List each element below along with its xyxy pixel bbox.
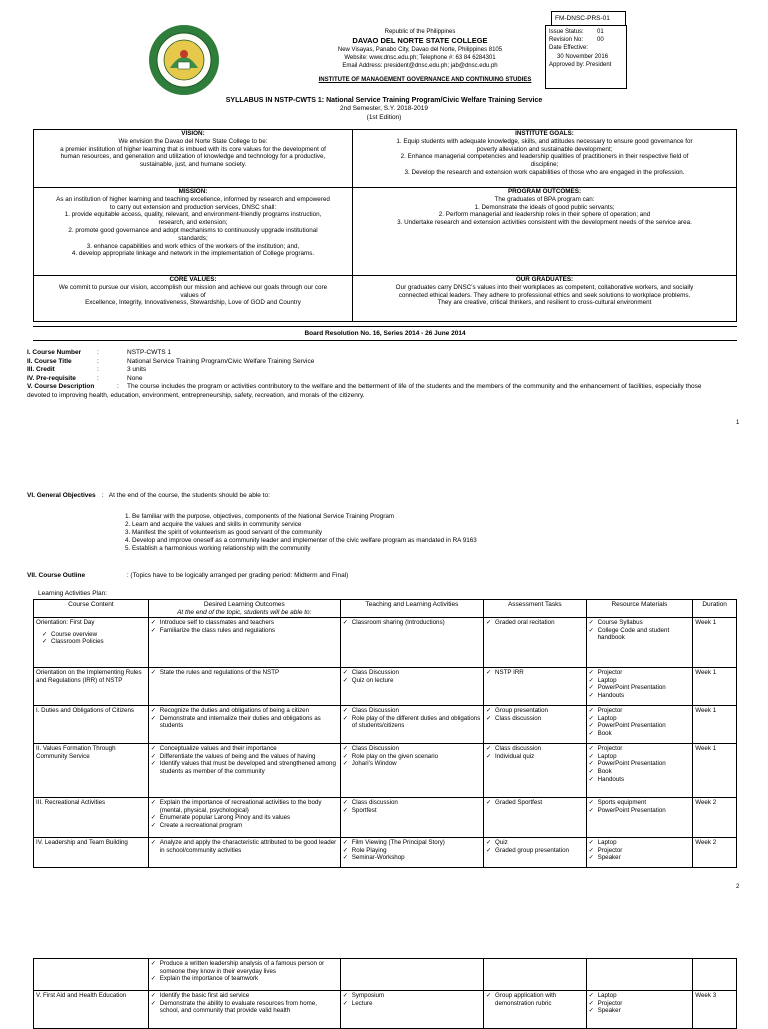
colon: : bbox=[97, 349, 99, 356]
board-resolution: Board Resolution No. 16, Series 2014 - 26 June 2014 bbox=[33, 326, 737, 337]
teaching-activity-item: ✓ Symposium bbox=[343, 992, 481, 1000]
vision-text: sustainable, just, and humane society. bbox=[139, 161, 247, 169]
learning-outcome-list bbox=[151, 960, 338, 983]
syllabus-title-block bbox=[100, 96, 668, 122]
teaching-activity-item: ✓ Seminar-Workshop bbox=[343, 854, 481, 862]
course-outline bbox=[27, 572, 747, 579]
resource-material-list bbox=[589, 992, 691, 1015]
cell-course-content bbox=[34, 744, 149, 798]
mission-heading: MISSION: bbox=[178, 188, 208, 195]
resource-material-item: ✓ Speaker bbox=[589, 1007, 691, 1015]
teaching-activity-item: ✓ Class discussion bbox=[343, 799, 481, 807]
college-name: DAVAO DEL NORTE STATE COLLEGE bbox=[352, 36, 488, 45]
resource-material-list bbox=[589, 619, 691, 642]
resource-material-item: ✓ Projector bbox=[589, 847, 691, 855]
teaching-activity-list bbox=[343, 619, 481, 627]
cell-assessment-task bbox=[484, 618, 587, 668]
core-values-cell bbox=[34, 276, 353, 322]
mission-cell bbox=[34, 188, 353, 276]
resource-material-item: ✓ Laptop bbox=[589, 753, 691, 761]
cell-course-content bbox=[34, 706, 149, 744]
program-outcomes-heading: PROGRAM OUTCOMES: bbox=[507, 188, 582, 195]
cell-learning-outcome bbox=[148, 838, 340, 868]
cell-resource-material bbox=[586, 618, 693, 668]
mission-item: research, and extension; bbox=[158, 219, 228, 227]
cell-duration: Week 1 bbox=[693, 744, 737, 798]
teaching-activity-list bbox=[343, 669, 481, 684]
goal-text: 1. Equip students with adequate knowledge, skills, and attitudes necessary to ensure good governance for bbox=[396, 137, 693, 145]
issue-status-label: Issue Status: bbox=[549, 29, 584, 35]
issue-status-value: 01 bbox=[597, 29, 604, 35]
assessment-task-list bbox=[486, 707, 584, 722]
syllabus-title: SYLLABUS IN NSTP-CWTS 1: National Service Training Program/Civic Welfare Training Service bbox=[225, 97, 543, 104]
teaching-activity-item: ✓ Sportfest bbox=[343, 807, 481, 815]
course-content-title: I. Duties and Obligations of Citizens bbox=[36, 707, 135, 715]
col-header-assessment: Assessment Tasks bbox=[484, 600, 587, 618]
college-header bbox=[270, 28, 570, 70]
assessment-task-list bbox=[486, 992, 584, 1007]
core-values-text: values of bbox=[180, 291, 206, 299]
course-content-sub-item: ✓ Course overview bbox=[42, 631, 146, 639]
cell-learning-outcome bbox=[148, 959, 340, 991]
cell-teaching-activity bbox=[340, 706, 483, 744]
teaching-activity-item: ✓ Role Playing bbox=[343, 847, 481, 855]
mission-item: standards; bbox=[178, 234, 208, 242]
learning-outcome-item: ✓ Identify values that must be developed and strengthened among students as member of the community bbox=[151, 760, 338, 775]
resource-material-list bbox=[589, 745, 691, 783]
learning-outcome-list bbox=[151, 839, 338, 854]
mission-item: 4. develop appropriate linkage and network in the implementation of College programs. bbox=[71, 250, 315, 258]
cell-teaching-activity bbox=[340, 618, 483, 668]
divider bbox=[33, 340, 737, 341]
cell-learning-outcome bbox=[148, 991, 340, 1029]
cell-assessment-task bbox=[484, 991, 587, 1029]
prerequisite-label: IV. Pre-requisite bbox=[27, 374, 76, 382]
cell-teaching-activity bbox=[340, 798, 483, 838]
learning-outcome-item: ✓ Identify the basic first aid service bbox=[151, 992, 338, 1000]
learning-outcome-item: ✓ Familiarize the class rules and regulations bbox=[151, 627, 338, 635]
mission-text: to carry out extension and production services, DNSC shall: bbox=[109, 203, 277, 211]
vision-heading: VISION: bbox=[181, 130, 205, 137]
learning-outcome-item: ✓ Conceptualize values and their importance bbox=[151, 745, 338, 753]
general-objectives bbox=[27, 492, 747, 501]
cell-duration: Week 1 bbox=[693, 668, 737, 706]
resource-material-list bbox=[589, 707, 691, 737]
assessment-task-list bbox=[486, 799, 584, 807]
cell-course-content bbox=[34, 838, 149, 868]
core-values-text: Excellence, Integrity, Innovativeness, Stewardship, Love of GOD and Country bbox=[85, 299, 301, 307]
teaching-activity-item: ✓ Class Discussion bbox=[343, 745, 481, 753]
goal-text: discipline; bbox=[530, 161, 559, 169]
cell-learning-outcome bbox=[148, 668, 340, 706]
mission-text: As an institution of higher learning and teaching excellence, informed by research and empowered bbox=[56, 195, 330, 203]
colon: : bbox=[117, 383, 119, 390]
col-header-activities: Teaching and Learning Activities bbox=[340, 600, 483, 618]
resource-material-item: ✓ Projector bbox=[589, 669, 691, 677]
program-outcome-item: 1. Demonstrate the ideals of good public servants; bbox=[474, 203, 615, 211]
learning-outcome-item: ✓ Demonstrate the ability to evaluate resources from home, school, and community that provide valid health bbox=[151, 1000, 338, 1015]
graduates-heading: OUR GRADUATES: bbox=[515, 276, 574, 283]
course-number-value: NSTP-CWTS 1 bbox=[127, 349, 172, 356]
general-objectives-label: VI. General Objectives bbox=[27, 492, 96, 499]
graduates-text: Our graduates carry DNSC's values into their workplaces as competent, collaborative workers, and socially bbox=[395, 283, 694, 291]
learning-activities-table bbox=[33, 599, 737, 868]
resource-material-item: ✓ Laptop bbox=[589, 677, 691, 685]
resource-material-list bbox=[589, 799, 691, 814]
teaching-activity-list bbox=[343, 839, 481, 862]
course-description-label: V. Course Description bbox=[27, 383, 95, 390]
teaching-activity-item: ✓ Role play on the given scenario bbox=[343, 753, 481, 761]
teaching-activity-list bbox=[343, 745, 481, 768]
learning-outcome-list bbox=[151, 707, 338, 730]
cell-resource-material bbox=[586, 798, 693, 838]
assessment-task-item: ✓ NSTP IRR bbox=[486, 669, 584, 677]
goal-text: 2. Enhance managerial competencies and leadership qualities of practitioners in their respective field of bbox=[400, 153, 689, 161]
resource-material-list bbox=[589, 839, 691, 862]
cell-course-content bbox=[34, 618, 149, 668]
cell-resource-material bbox=[586, 991, 693, 1029]
graduates-text: connected ethical leaders. They adhere to professional ethics and seek solutions to workplace problems. bbox=[398, 291, 691, 299]
colon: : bbox=[97, 366, 99, 373]
col-header-text: Desired Learning Outcomes bbox=[203, 601, 285, 608]
learning-outcome-list bbox=[151, 669, 338, 677]
teaching-activity-list bbox=[343, 707, 481, 730]
cell-duration: Week 2 bbox=[693, 838, 737, 868]
resource-material-item: ✓ Laptop bbox=[589, 839, 691, 847]
college-email: Email Address: president@dnsc.edu.ph; jab@dnsc.edu.ph bbox=[342, 63, 498, 69]
college-website: Website: www.dnsc.edu.ph; Telephone #: 63 84 6284301 bbox=[344, 55, 496, 61]
resource-material-item: ✓ Book bbox=[589, 768, 691, 776]
course-content-title: Orientation on the Implementing Rules and Regulations (IRR) of NSTP bbox=[36, 669, 142, 684]
approved-by: Approved by: President bbox=[549, 61, 612, 68]
resource-material-item: ✓ College Code and student handbook bbox=[589, 627, 691, 642]
resource-material-item: ✓ PowerPoint Presentation bbox=[589, 684, 691, 692]
cell-learning-outcome bbox=[148, 618, 340, 668]
resource-material-list bbox=[589, 669, 691, 699]
assessment-task-item: ✓ Graded oral recitation bbox=[486, 619, 584, 627]
page-number: 2 bbox=[736, 884, 740, 890]
college-address: New Visayas, Panabo City, Davao del Norte, Philippines 8105 bbox=[337, 47, 503, 53]
assessment-task-list bbox=[486, 669, 584, 677]
table-body bbox=[34, 959, 737, 1029]
table-row bbox=[34, 991, 737, 1029]
core-values-text: We commit to pursue our vision, accomplish our mission and achieve our goals through our core bbox=[58, 283, 328, 291]
course-title-label: II. Course Title bbox=[27, 357, 72, 365]
resource-material-item: ✓ Sports equipment bbox=[589, 799, 691, 807]
learning-outcome-item: ✓ Produce a written leadership analysis of a famous person or someone they know in their everyday lives bbox=[151, 960, 338, 975]
learning-outcome-item: ✓ Create a recreational program bbox=[151, 822, 338, 830]
learning-outcome-item: ✓ Explain the importance of teamwork bbox=[151, 975, 338, 983]
course-content-title: III. Recreational Activities bbox=[36, 799, 106, 807]
resource-material-item: ✓ Projector bbox=[589, 707, 691, 715]
cell-duration: Week 1 bbox=[693, 706, 737, 744]
teaching-activity-list bbox=[343, 992, 481, 1007]
cell-duration: Week 1 bbox=[693, 618, 737, 668]
cell-assessment-task bbox=[484, 838, 587, 868]
course-outline-label: VII. Course Outline bbox=[27, 572, 86, 579]
cell-resource-material bbox=[586, 744, 693, 798]
teaching-activity-item: ✓ Class Discussion bbox=[343, 707, 481, 715]
course-content-title: IV. Leadership and Team Building bbox=[36, 839, 128, 847]
assessment-task-list bbox=[486, 839, 584, 854]
course-info-block bbox=[27, 349, 747, 400]
teaching-activity-item: ✓ Lecture bbox=[343, 1000, 481, 1008]
course-description-text: devoted to improving health, education, environment, entrepreneurship, safety, recreation, and morals of the citizenry. bbox=[27, 391, 365, 399]
course-number-label: I. Course Number bbox=[27, 349, 82, 356]
teaching-activity-item: ✓ Class Discussion bbox=[343, 669, 481, 677]
learning-outcome-item: ✓ Explain the importance of recreational activities to the body (mental, physical, psychological) bbox=[151, 799, 338, 814]
learning-outcome-list bbox=[151, 619, 338, 634]
goal-text: poverty alleviation and sustainable development; bbox=[476, 145, 613, 153]
learning-outcome-list bbox=[151, 799, 338, 829]
institute-name: INSTITUTE OF MANAGEMENT GOVERNANCE AND CONTINUING STUDIES bbox=[318, 77, 532, 83]
cell-teaching-activity bbox=[340, 959, 483, 991]
col-header-duration: Duration bbox=[693, 600, 737, 618]
cell-teaching-activity bbox=[340, 744, 483, 798]
course-content-title: II. Values Formation Through Community Service bbox=[36, 745, 116, 760]
cell-resource-material bbox=[586, 706, 693, 744]
learning-outcome-item: ✓ State the rules and regulations of the NSTP bbox=[151, 669, 338, 677]
teaching-activity-item: ✓ Role play of the different duties and obligations of students/citizens bbox=[343, 715, 481, 730]
cell-duration: Week 3 bbox=[693, 991, 737, 1029]
course-content-sub-list bbox=[36, 631, 146, 646]
assessment-task-item: ✓ Group application with demonstration rubric bbox=[486, 992, 584, 1007]
core-values-heading: CORE VALUES: bbox=[169, 276, 217, 283]
cell-teaching-activity bbox=[340, 668, 483, 706]
assessment-task-item: ✓ Individual quiz bbox=[486, 753, 584, 761]
col-header-course-content: Course Content bbox=[34, 600, 149, 618]
assessment-task-item: ✓ Class discussion bbox=[486, 715, 584, 723]
course-content-title: Orientation: First Day bbox=[36, 619, 95, 627]
resource-material-item: ✓ PowerPoint Presentation bbox=[589, 722, 691, 730]
assessment-task-item: ✓ Graded Sportfest bbox=[486, 799, 584, 807]
learning-outcome-list bbox=[151, 992, 338, 1015]
cell-assessment-task bbox=[484, 798, 587, 838]
learning-outcome-item: ✓ Analyze and apply the characteristic attributed to be good leader in school/community activities bbox=[151, 839, 338, 854]
teaching-activity-list bbox=[343, 799, 481, 814]
resource-material-item: ✓ Laptop bbox=[589, 992, 691, 1000]
mission-item: 1. provide equitable access, quality, relevant, and environment-friendly programs instruction, bbox=[64, 211, 322, 219]
colon: : bbox=[97, 374, 99, 382]
resource-material-item: ✓ PowerPoint Presentation bbox=[589, 760, 691, 768]
objectives-list bbox=[125, 513, 685, 553]
learning-outcome-item: ✓ Recognize the duties and obligations of being a citizen bbox=[151, 707, 338, 715]
date-effective-value: 30 November 2016 bbox=[557, 53, 609, 60]
learning-outcome-item: ✓ Differentiate the values of being and the values of having bbox=[151, 753, 338, 761]
cell-course-content bbox=[34, 959, 149, 991]
resource-material-item: ✓ Book bbox=[589, 730, 691, 738]
cell-resource-material bbox=[586, 959, 693, 991]
cell-assessment-task bbox=[484, 668, 587, 706]
assessment-task-list bbox=[486, 619, 584, 627]
learning-outcome-list bbox=[151, 745, 338, 775]
resource-material-item: ✓ Speaker bbox=[589, 854, 691, 862]
cell-course-content bbox=[34, 991, 149, 1029]
credit-value: 3 units bbox=[127, 366, 147, 373]
objective-item: 1. Be familiar with the purpose, objectives, components of the National Service Training Program bbox=[125, 513, 395, 520]
teaching-activity-item: ✓ Film Viewing (The Principal Story) bbox=[343, 839, 481, 847]
cell-course-content bbox=[34, 668, 149, 706]
table-body bbox=[34, 618, 737, 868]
edition-line: (1st Edition) bbox=[366, 113, 402, 121]
course-content-sub-item: ✓ Classroom Policies bbox=[42, 638, 146, 646]
cell-resource-material bbox=[586, 838, 693, 868]
table-row bbox=[34, 959, 737, 991]
learning-activities-plan-label: Learning Activities Plan: bbox=[38, 590, 108, 597]
resource-material-item: ✓ Handouts bbox=[589, 776, 691, 784]
revision-value: 00 bbox=[597, 37, 604, 44]
resource-material-item: ✓ Laptop bbox=[589, 715, 691, 723]
table-row bbox=[34, 838, 737, 868]
graduates-cell bbox=[353, 276, 737, 322]
vision-text: a premier institution of higher learning that is imbued with its core values for the development of bbox=[60, 145, 326, 153]
table-row bbox=[34, 618, 737, 668]
cell-duration bbox=[693, 959, 737, 991]
teaching-activity-item: ✓ Johari's Window bbox=[343, 760, 481, 768]
resource-material-item: ✓ Projector bbox=[589, 1000, 691, 1008]
cell-course-content bbox=[34, 798, 149, 838]
institute-goals-heading: INSTITUTE GOALS: bbox=[515, 130, 574, 137]
teaching-activity-item: ✓ Quiz on lecture bbox=[343, 677, 481, 685]
date-effective-label: Date Effective: bbox=[549, 45, 588, 52]
col-subheader: At the end of the topic, students will be able to: bbox=[177, 608, 312, 616]
learning-outcome-item: ✓ Demonstrate and internalize their duties and obligations as students bbox=[151, 715, 338, 730]
resource-material-item: ✓ Course Syllabus bbox=[589, 619, 691, 627]
graduates-text: They are creative, critical thinkers, and resilient to cross-cultural environment bbox=[437, 299, 652, 307]
table-row bbox=[34, 744, 737, 798]
college-seal-logo bbox=[148, 24, 220, 96]
objective-item: 4. Develop and improve oneself as a community leader and implementer of the civic welfare program as mandated in RA 9163 bbox=[125, 537, 477, 544]
table-row bbox=[34, 668, 737, 706]
program-outcomes-intro: The graduates of BPA program can: bbox=[494, 195, 595, 203]
course-content-title: V. First Aid and Health Education bbox=[36, 992, 127, 999]
course-outline-note: : (Topics have to be logically arranged per grading period: Midterm and Final) bbox=[126, 572, 349, 579]
col-header-learning-outcomes bbox=[148, 600, 340, 618]
vision-text: We envision the Davao del Norte State College to be: bbox=[118, 137, 268, 145]
table-row bbox=[34, 706, 737, 744]
colon: : bbox=[101, 492, 104, 499]
program-outcomes-cell bbox=[353, 188, 737, 276]
prerequisite-value: None bbox=[127, 374, 143, 382]
cell-assessment-task bbox=[484, 959, 587, 991]
goal-text: 3. Develop the research and extension work capabilities of those who are engaged in the profession. bbox=[404, 168, 685, 176]
learning-activities-table-continued bbox=[33, 958, 737, 1029]
objective-item: 2. Learn and acquire the values and skills in community service bbox=[125, 521, 302, 528]
assessment-task-item: ✓ Group presentation bbox=[486, 707, 584, 715]
cell-assessment-task bbox=[484, 744, 587, 798]
cell-duration: Week 2 bbox=[693, 798, 737, 838]
colon: : bbox=[97, 357, 99, 365]
vision-text: human resources, and generation and utilization of knowledge and technology for a productive, bbox=[60, 153, 326, 161]
form-code-box: FM-DNSC-PRS-01 bbox=[551, 11, 626, 26]
assessment-task-item: ✓ Class discussion bbox=[486, 745, 584, 753]
learning-outcome-item: ✓ Introduce self to classmates and teachers bbox=[151, 619, 338, 627]
program-outcome-item: 2. Perform managerial and leadership roles in their sphere of operation; and bbox=[438, 211, 651, 219]
resource-material-item: ✓ Handouts bbox=[589, 692, 691, 700]
assessment-task-item: ✓ Graded group presentation bbox=[486, 847, 584, 855]
resource-material-item: ✓ Projector bbox=[589, 745, 691, 753]
vision-cell bbox=[34, 130, 353, 188]
table-row bbox=[34, 798, 737, 838]
credit-label: III. Credit bbox=[27, 366, 55, 373]
objective-item: 5. Establish a harmonious working relationship with the community bbox=[125, 545, 311, 552]
cell-assessment-task bbox=[484, 706, 587, 744]
program-outcome-item: 3. Undertake research and extension activities consistent with the development needs of the service area. bbox=[397, 219, 692, 227]
mission-item: 3. enhance capabilities and work ethics of the workers of the institution; and, bbox=[86, 242, 300, 250]
cell-learning-outcome bbox=[148, 744, 340, 798]
page-number: 1 bbox=[736, 420, 740, 426]
objective-item: 3. Manifest the spirit of volunteerism as good servant of the community bbox=[125, 529, 323, 536]
revision-label: Revision No: bbox=[549, 37, 584, 44]
semester-line: 2nd Semester, S.Y. 2018-2019 bbox=[339, 105, 429, 112]
col-header-resources: Resource Materials bbox=[586, 600, 693, 618]
mission-item: 2. promote good governance and adopt mechanisms to continuously upgrade institutional bbox=[68, 226, 318, 234]
cell-teaching-activity bbox=[340, 991, 483, 1029]
course-title-value: National Service Training Program/Civic Welfare Training Service bbox=[127, 357, 315, 365]
vision-mission-table bbox=[33, 129, 737, 322]
cell-teaching-activity bbox=[340, 838, 483, 868]
teaching-activity-item: ✓ Classroom sharing (Introductions) bbox=[343, 619, 481, 627]
learning-outcome-item: ✓ Enumerate popular Larong Pinoy and its values bbox=[151, 814, 338, 822]
resource-material-item: ✓ PowerPoint Presentation bbox=[589, 807, 691, 815]
assessment-task-list bbox=[486, 745, 584, 760]
institute-goals-cell bbox=[353, 130, 737, 188]
assessment-task-item: ✓ Quiz bbox=[486, 839, 584, 847]
cell-learning-outcome bbox=[148, 798, 340, 838]
cell-learning-outcome bbox=[148, 706, 340, 744]
republic-line: Republic of the Philippines bbox=[384, 29, 456, 35]
course-description-text: The course includes the program or activities contributory to the welfare and the betterment of life of the students and the members of the community and the enhancement of facilities, especially those bbox=[127, 383, 702, 390]
cell-resource-material bbox=[586, 668, 693, 706]
general-objectives-intro: At the end of the course, the students should be able to: bbox=[108, 492, 270, 499]
